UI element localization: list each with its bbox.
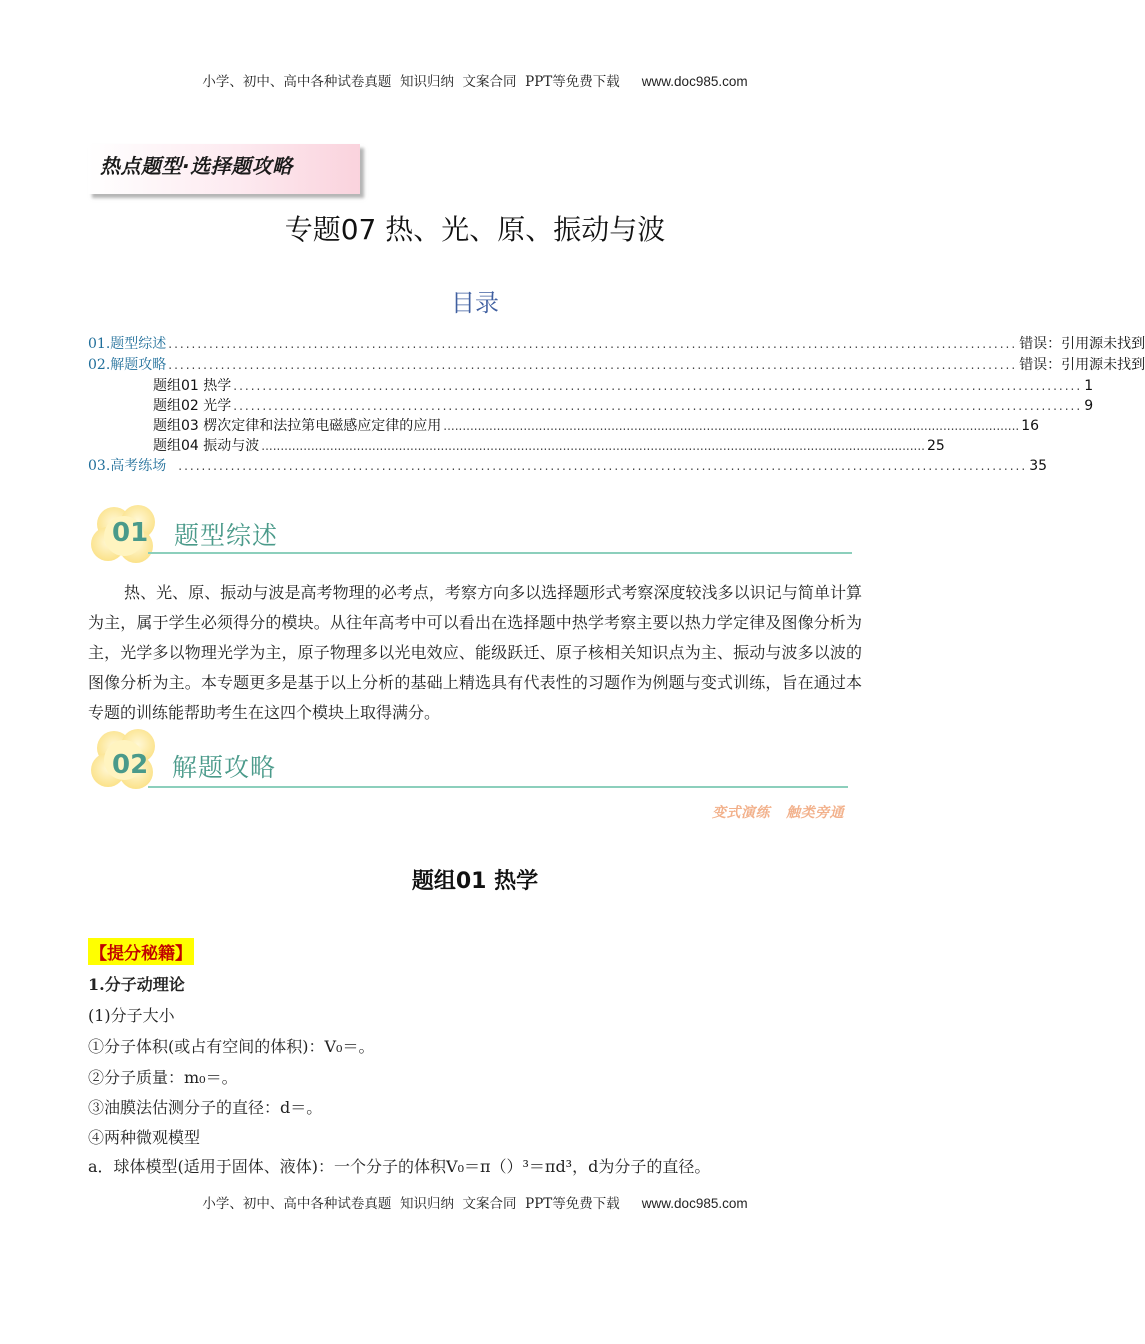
section-number: 02 [112,750,149,780]
page-header [0,70,950,90]
section-title: 题型综述 [174,521,279,550]
toc-item-page: 16 [1021,418,1040,434]
tip-label: 【提分秘籍】 [88,938,194,965]
toc-item-label: 题组01 热学 [153,378,232,394]
toc-item-page: 错误：引用源未找到 [1019,336,1145,352]
body-line: ②分子质量：m₀＝。 [88,1068,238,1087]
toc-leader: .................................................................................................................................................. [178,459,1028,473]
toc-item[interactable] [88,455,1048,476]
section-number: 01 [112,518,149,548]
page-footer [0,1192,950,1212]
toc-item-page: 25 [926,438,945,454]
toc-heading: 目录 [451,289,499,317]
toc-item[interactable] [153,435,945,455]
toc-item-label: 02.解题攻略 [88,357,167,373]
body-line: 1.分子动理论 [88,975,185,994]
section-title: 解题攻略 [172,753,277,782]
header-text: 小学、初中、高中各种试卷真题 知识归纳 文案合同 PPT等免费下载 [202,74,620,90]
body-line: ①分子体积(或占有空间的体积)：V₀＝。 [88,1037,375,1056]
body-line: (1)分子大小 [88,1006,175,1025]
toc-item[interactable] [88,354,1145,375]
toc-leader: ....................................................................................................................................................... [443,419,1020,433]
toc-item[interactable] [88,333,1145,354]
toc-item-label: 题组04 振动与波 [153,438,260,454]
section-banner-01 [92,506,852,568]
footer-site[interactable]: www.doc985.com [641,1196,748,1211]
toc-item-page: 1 [1084,378,1094,394]
body-line: a．球体模型(适用于固体、液体)：一个分子的体积V₀＝π（）³＝πd³，d为分子的直径。 [88,1157,711,1176]
toc-item[interactable] [153,375,1094,395]
toc-item-page: 35 [1029,458,1048,474]
toc-item-label: 01.题型综述 [88,336,167,352]
toc-leader: .............................................................................................................................................................................. [261,439,925,453]
body-line: ③油膜法估测分子的直径：d＝。 [88,1098,323,1117]
group-title: 题组01 热学 [411,869,539,894]
toc-leader: .................................................................................................................................................. [233,379,1083,393]
section-subtitle: 变式演练 触类旁通 [712,805,845,821]
toc-leader: .................................................................................................................................................. [233,399,1083,413]
section-banner-02 [92,730,852,800]
header-site[interactable]: www.doc985.com [641,74,748,89]
section-divider [148,786,848,788]
toc-leader: .................................................................................................................................................. [168,337,1018,351]
toc-item-label: 题组03 楞次定律和法拉第电磁感应定律的应用 [153,418,442,434]
toc-item[interactable] [153,395,1094,415]
toc [88,333,1145,476]
toc-item-page: 9 [1084,398,1094,414]
overview-paragraph [88,578,862,728]
toc-item-label: 题组02 光学 [153,398,232,414]
topic-tag: 热点题型·选择题攻略 [100,154,293,178]
toc-item-label: 03.高考练场 [88,458,167,474]
overview-text: 热、光、原、振动与波是高考物理的必考点，考察方向多以选择题形式考察深度较浅多以识记与简单计算为主，属于学生必须得分的模块。从往年高考中可以看出在选择题中热学考察主要以热力学定律及图像分析为主，光学多以物理光学为主，原子物理多以光电效应、能级跃迁、原子核相关知识点为主、振动与波多以波的图像分析为主。本专题更多是基于以上分析的基础上精选具有代表性的习题作为例题与变式训练，旨在通过本专题的训练能帮助考生在这四个模块上取得满分。 [88,583,862,722]
section-divider [148,552,852,554]
page-title: 专题07 热、光、原、振动与波 [284,213,666,246]
toc-item[interactable] [153,415,1040,435]
footer-text: 小学、初中、高中各种试卷真题 知识归纳 文案合同 PPT等免费下载 [202,1196,620,1212]
toc-item-page: 错误：引用源未找到 [1019,357,1145,373]
toc-leader: .................................................................................................................................................. [168,358,1018,372]
body-line: ④两种微观模型 [88,1128,201,1147]
